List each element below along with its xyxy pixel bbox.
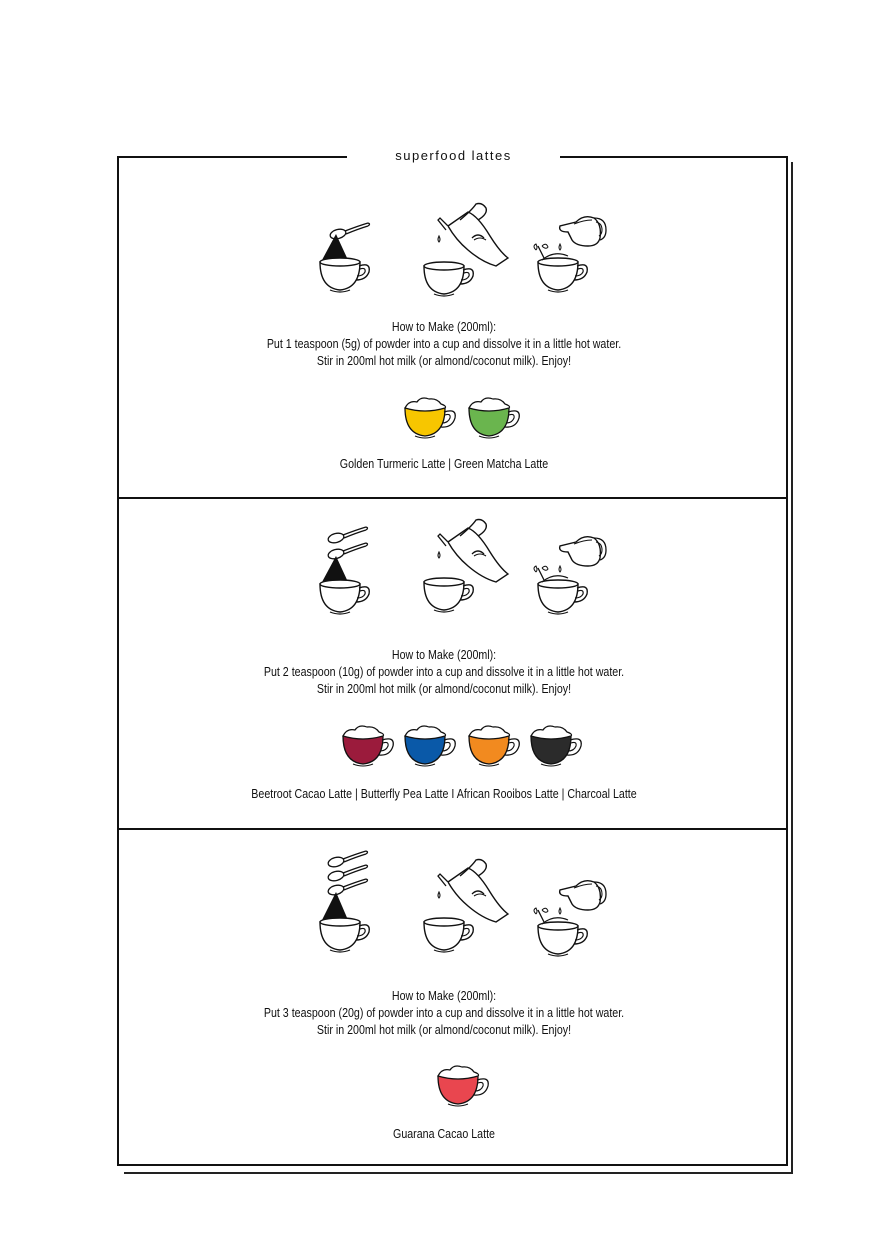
milk-stir-icon [532, 530, 622, 620]
kettle-pour-icon [418, 856, 518, 956]
section-divider [117, 828, 788, 830]
latte-names: Beetroot Cacao Latte | Butterfly Pea Latte I African Rooibos Latte | Charcoal Latte [251, 786, 637, 801]
milk-stir-icon [532, 874, 622, 964]
latte-cup-icon [465, 396, 521, 442]
page-title: superfood lattes [395, 148, 512, 163]
instructions [80, 318, 808, 369]
instruction-line-2: Stir in 200ml hot milk (or almond/coconut milk). Enjoy! [316, 1022, 572, 1037]
section-divider [117, 497, 788, 499]
latte-cups [0, 724, 888, 774]
instruction-line-1: Put 3 teaspoon (20g) of powder into a cup and dissolve it in a little hot water. [263, 1005, 625, 1020]
frame-top-left [117, 156, 347, 158]
instruction-line-2: Stir in 200ml hot milk (or almond/coconut milk). Enjoy! [316, 681, 572, 696]
steps-illustration [0, 846, 888, 956]
milk-stir-icon [532, 210, 622, 300]
instructions [80, 987, 808, 1038]
instruction-line-1: Put 1 teaspoon (5g) of powder into a cup and dissolve it in a little hot water. [266, 336, 622, 351]
instructions [80, 646, 808, 697]
steps-illustration [0, 516, 888, 626]
instruction-line-2: Stir in 200ml hot milk (or almond/coconut milk). Enjoy! [316, 353, 572, 368]
kettle-pour-icon [418, 200, 518, 300]
kettle-pour-icon [418, 516, 518, 616]
steps-illustration [0, 200, 888, 310]
latte-names: Guarana Cacao Latte [393, 1126, 495, 1141]
frame-shadow-bottom [124, 1172, 793, 1174]
how-to-heading: How to Make (200ml): [391, 988, 497, 1003]
latte-cups [0, 1064, 888, 1114]
spoon-powder-icon [316, 524, 376, 620]
how-to-heading: How to Make (200ml): [391, 319, 497, 334]
spoon-powder-icon [316, 218, 376, 298]
latte-cup-icon [465, 724, 521, 770]
latte-cup-icon [339, 724, 395, 770]
latte-cups [0, 396, 888, 446]
how-to-heading: How to Make (200ml): [391, 647, 497, 662]
latte-cup-icon [527, 724, 583, 770]
frame-top-right [560, 156, 788, 158]
latte-names: Golden Turmeric Latte | Green Matcha Latte [339, 456, 549, 471]
latte-cup-icon [434, 1064, 490, 1110]
latte-cup-icon [401, 724, 457, 770]
latte-cup-icon [401, 396, 457, 442]
spoon-powder-icon [316, 848, 376, 952]
instruction-line-1: Put 2 teaspoon (10g) of powder into a cup and dissolve it in a little hot water. [263, 664, 625, 679]
